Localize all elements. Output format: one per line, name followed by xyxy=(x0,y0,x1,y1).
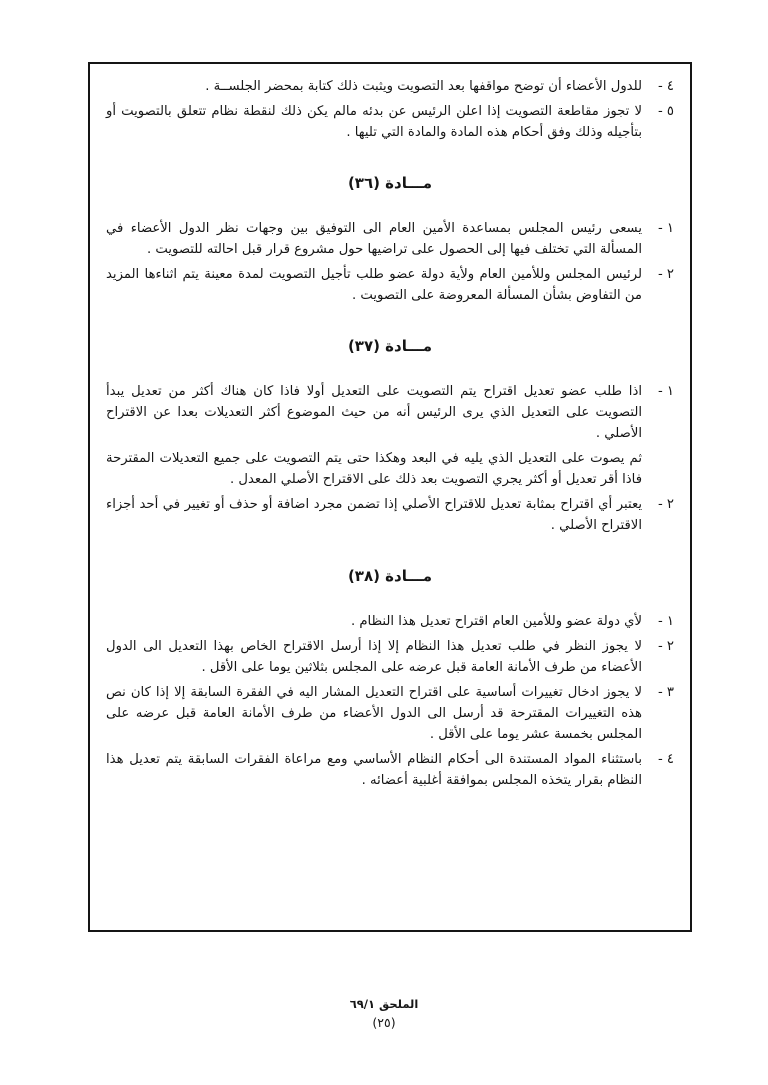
item-number: ٢ - xyxy=(657,267,674,282)
item-text: ثم يصوت على التعديل الذي يليه في البعد وهكذا حتى يتم التصويت على جميع التعديلات المقترحة فاذا أقر تعديل أو أكثر يجري التصويت بعد ذلك على الاقتراح الأصلي المعدل . xyxy=(106,451,642,487)
content-border-frame xyxy=(88,62,692,932)
item-number: ٤ - xyxy=(657,79,674,94)
item-number: ٢ - xyxy=(657,639,674,654)
article-heading: مـــادة (٣٨) xyxy=(347,567,433,585)
list-item xyxy=(106,494,674,536)
list-item-continuation xyxy=(106,448,674,490)
list-item xyxy=(106,218,674,260)
item-number: ٢ - xyxy=(657,497,674,512)
item-text: لا يجوز النظر في طلب تعديل هذا النظام إلا إذا أرسل الاقتراح الخاص بهذا التعديل الى الدول الأعضاء من طرف الأمانة العامة قبل عرضه على المجلس بثلاثين يوما على الأقل . xyxy=(106,639,642,675)
item-text: باستثناء المواد المستندة الى أحكام النظام الأساسي ومع مراعاة الفقرات السابقة يتم تعديل هذا النظام بقرار يتخذه المجلس بموافقة أغلبية أعضائه . xyxy=(106,752,642,788)
item-number: ١ - xyxy=(657,384,674,399)
list-item xyxy=(106,101,674,143)
list-item xyxy=(106,636,674,678)
article-38 xyxy=(106,566,674,791)
list-item xyxy=(106,76,674,97)
item-text: لأي دولة عضو وللأمين العام اقتراح تعديل هذا النظام . xyxy=(351,614,642,629)
article-36 xyxy=(106,173,674,306)
list-item xyxy=(106,381,674,444)
item-number: ٥ - xyxy=(657,104,674,119)
item-text: يعتبر أي اقتراح بمثابة تعديل للاقتراح الأصلي إذا تضمن مجرد اضافة أو حذف أو تغيير في أحد أجزاء الاقتراح الأصلي . xyxy=(106,497,642,533)
item-number: ٤ - xyxy=(657,752,674,767)
item-number: ١ - xyxy=(657,221,674,236)
article-37 xyxy=(106,336,674,536)
page-footer xyxy=(0,996,768,1032)
list-item xyxy=(106,611,674,632)
item-text: لا يجوز ادخال تغييرات أساسية على اقتراح التعديل المشار اليه في الفقرة السابقة إلا إذا كان نص هذه التغييرات المقترحة قد أرسل الى الدول الأعضاء من طرف الأمانة العامة قبل عرضه على المجلس بخمسة عشر يوما على الأقل . xyxy=(106,685,642,742)
list-item xyxy=(106,749,674,791)
item-text: يسعى رئيس المجلس بمساعدة الأمين العام الى التوفيق بين وجهات نظر الدول الأعضاء في المسألة التي تختلف فيها إلى الحصول على تراضيها حول مشروع قرار قبل احالته للتصويت . xyxy=(106,221,642,257)
item-text: لرئيس المجلس وللأمين العام ولأية دولة عضو طلب تأجيل التصويت لمدة معينة يتم اثناءها المزيد من التفاوض بشأن المسألة المعروضة على التصويت . xyxy=(106,267,642,303)
item-number: ٣ - xyxy=(657,685,674,700)
article-heading: مـــادة (٣٧) xyxy=(347,337,433,355)
article-heading: مـــادة (٣٦) xyxy=(347,174,433,192)
list-item xyxy=(106,682,674,745)
item-text: اذا طلب عضو تعديل اقتراح يتم التصويت على التعديل أولا فاذا كان هناك أكثر من تعديل يبدأ التصويت على التعديل الذي يرى الرئيس أنه من حيث الموضوع أكثر التعديلات بعدا عن الاقتراح الأصلي . xyxy=(106,384,642,441)
item-text: لا تجوز مقاطعة التصويت إذا اعلن الرئيس عن بدئه مالم يكن ذلك لنقطة نظام تتعلق بالتصويت أو بتأجيله وذلك وفق أحكام هذه المادة والمادة التي تليها . xyxy=(106,104,642,140)
item-number xyxy=(642,448,674,490)
list-item xyxy=(106,264,674,306)
item-text: للدول الأعضاء أن توضح مواقفها بعد التصويت ويثبت ذلك كتابة بمحضر الجلســة . xyxy=(205,79,642,94)
page-number: (٢٥) xyxy=(372,1015,396,1030)
item-number: ١ - xyxy=(657,614,674,629)
annex-label: الملحق ٦٩/١ xyxy=(349,997,419,1011)
